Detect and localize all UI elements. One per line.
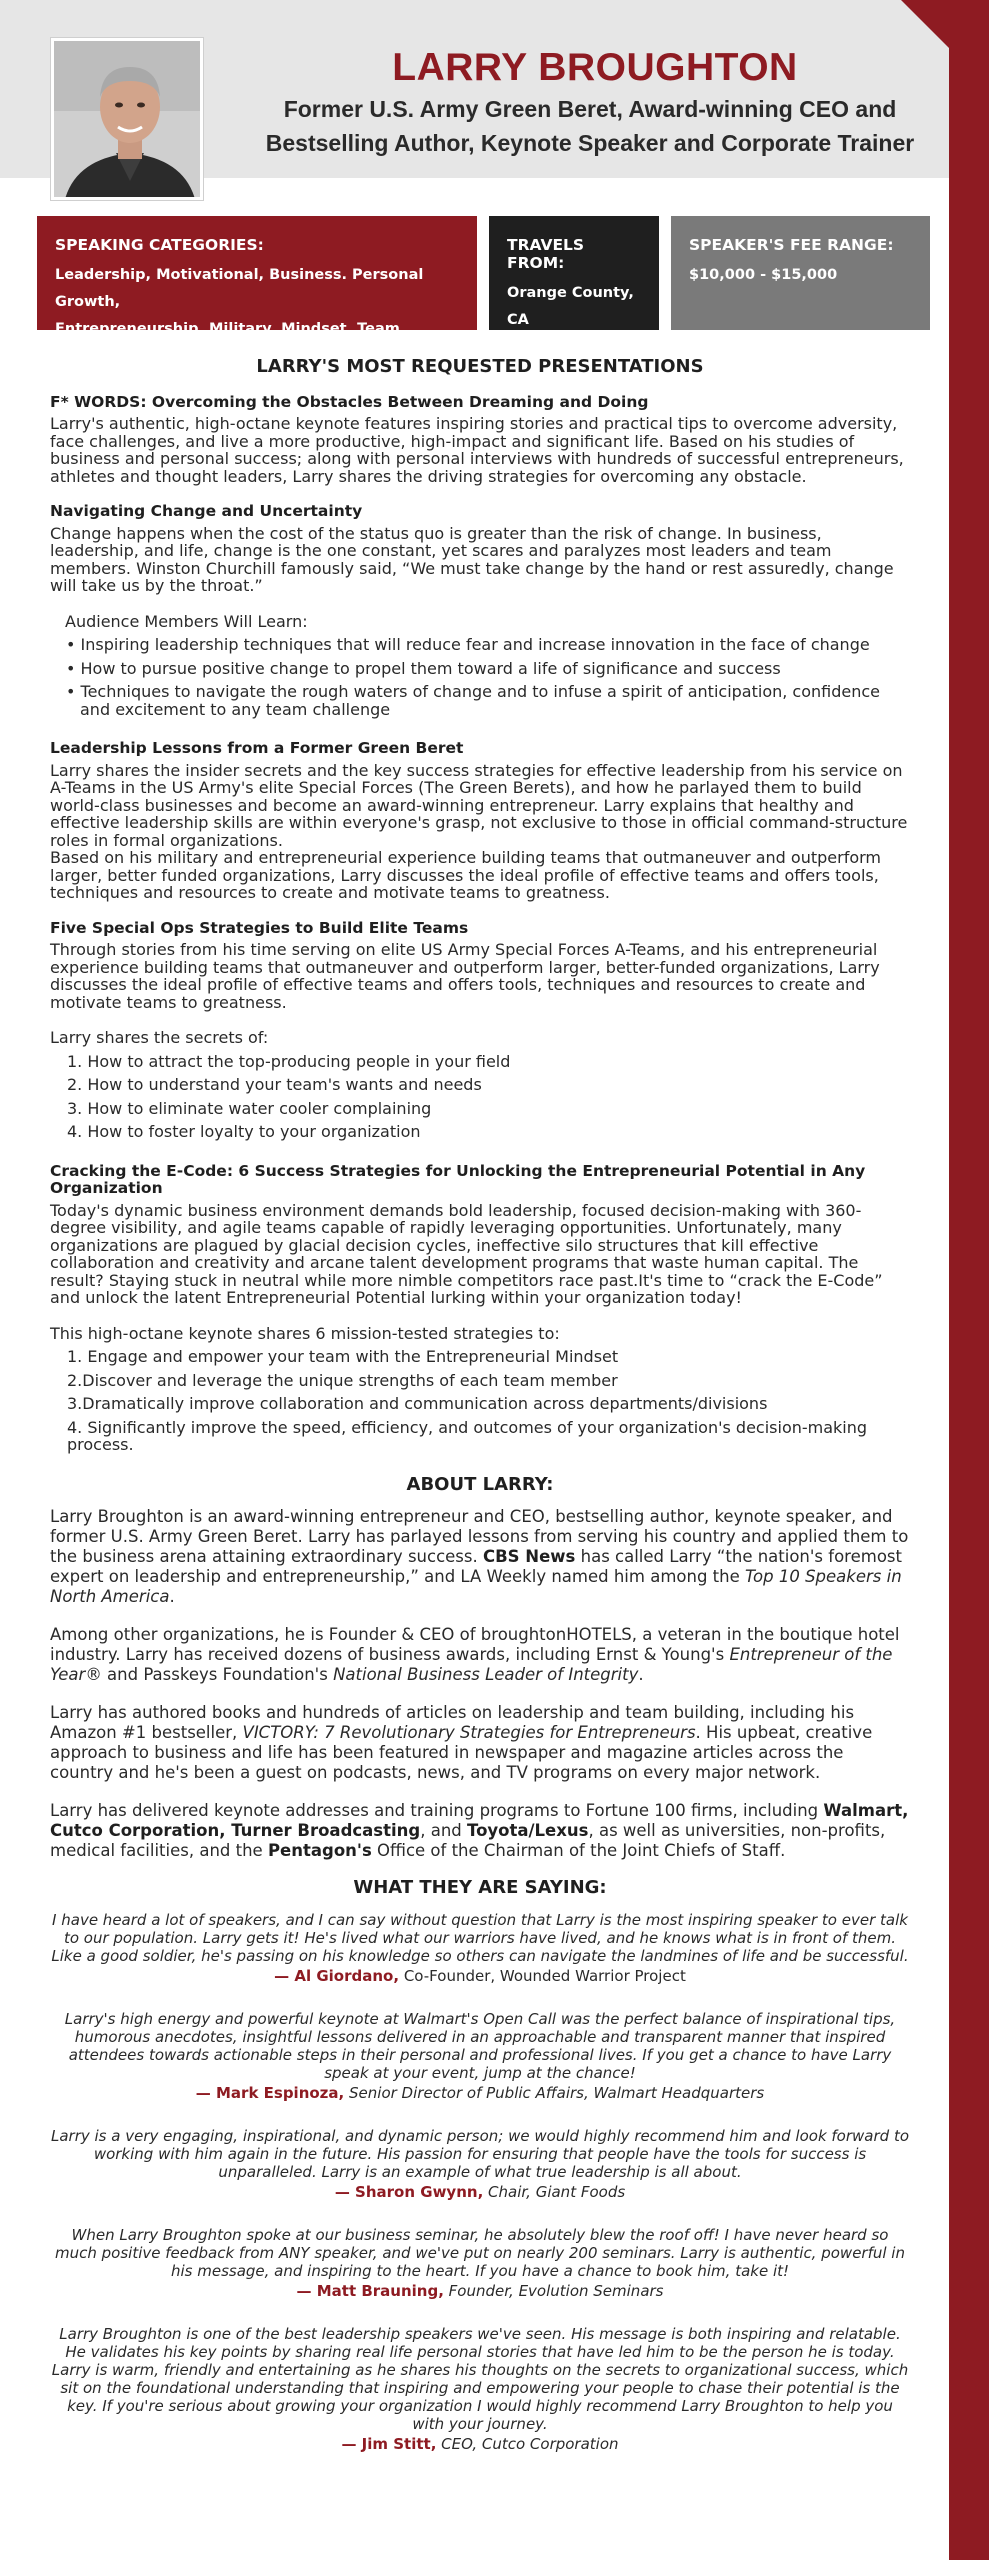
testimonial-attribution — [50, 2183, 910, 2202]
about-text: Larry has delivered keynote addresses and training programs to Fortune 100 firms, including — [50, 1801, 824, 1820]
presentations-heading: LARRY'S MOST REQUESTED PRESENTATIONS — [256, 356, 704, 377]
testimonial-quote: Larry Broughton is one of the best leadership speakers we've seen. His message is both inspiring and relatable. He validates his key points by sharing real life personal stories that have led him to be the person he is today. Larry is warm, friendly and entertaining as he shares his thoughts on the secrets to organizational success, which sit on the foundational understanding that inspiring and empowering your people to chase their potential is the key. If you're serious about growing your organization I would highly recommend Larry Broughton to help you with your journey. — [51, 2324, 909, 2433]
testimonial-name: — Al Giordano, — [274, 1966, 400, 1985]
testimonial-attribution — [50, 2435, 910, 2454]
testimonial — [50, 2127, 910, 2202]
speaking-categories-box — [37, 216, 477, 364]
about-text: Office of the Chairman of the Joint Chiefs of Staff. — [371, 1841, 786, 1860]
testimonial — [50, 2010, 910, 2103]
testimonial — [50, 2226, 910, 2301]
testimonial-quote: When Larry Broughton spoke at our business seminar, he absolutely blew the roof off! I have never heard so much positive feedback from ANY speaker, and we've put on nearly 200 seminars. Larry is authentic, powerful in his message, and inspiring to the heart. If you have a chance to book him, take it! — [55, 2225, 905, 2280]
travels-label: TRAVELS FROM: — [507, 236, 585, 272]
about-paragraph-1 — [50, 1507, 910, 1607]
about-text: Larry Broughton is an award-winning entrepreneur and CEO, bestselling author, keynote speaker, and former U.S. Army Green Beret. Larry has parlayed lessons from serving his country and applied them to the business arena attaining extraordinary success. — [50, 1507, 909, 1566]
secrets-heading: Larry shares the secrets of: — [50, 1028, 269, 1047]
tagline-line-2: Bestselling Author, Keynote Speaker and Corporate Trainer — [265, 130, 915, 156]
strategies-heading: This high-octane keynote shares 6 mission-tested strategies to: — [50, 1323, 560, 1343]
about-text: Among other organizations, he is Founder & CEO of broughtonHOTELS, a veteran in the boutique hotel industry. Larry has received dozens of business awards, including Ernst & Young's — [50, 1625, 900, 1664]
about-heading: ABOUT LARRY: — [406, 1473, 554, 1495]
testimonial-role: Founder, Evolution Seminars — [443, 2281, 664, 2300]
fee-label: SPEAKER'S FEE RANGE: — [689, 236, 894, 254]
about-paragraph-4 — [50, 1801, 910, 1861]
testimonial-quote: Larry is a very engaging, inspirational, and dynamic person; we would highly recommend him and look forward to working with him again in the future. His passion for ensuring that people have the tools for success is unparalleled. Larry is an example of what true leadership is all about. — [50, 2126, 910, 2181]
testimonial-role: Senior Director of Public Affairs, Walmart Headquarters — [344, 2083, 765, 2102]
list-item: • Inspiring leadership techniques that will reduce fear and increase innovation in the face of change — [66, 635, 870, 654]
categories-line-1: Leadership, Motivational, Business. Personal Growth, — [55, 267, 424, 310]
about-section — [50, 1507, 910, 1861]
presentation-title-f-words: F* WORDS: Overcoming the Obstacles Between Dreaming and Doing — [50, 392, 649, 411]
secrets-list — [67, 1053, 910, 1141]
about-bold: CBS News — [482, 1547, 576, 1566]
about-text: . — [638, 1665, 644, 1684]
list-item: 2. How to understand your team's wants and needs — [67, 1075, 482, 1094]
presentation-body-f-words: Larry's authentic, high-octane keynote features inspiring stories and practical tips to overcome adversity, face challenges, and live a more productive, high-impact and significant life. Based on his studies of business and personal success; along with personal interviews with hundreds of successful entrepreneurs, athletes and thought leaders, Larry shares the driving strategies for overcoming any obstacle. — [50, 414, 904, 486]
corner-accent — [901, 0, 949, 48]
testimonial-attribution — [50, 1967, 910, 1986]
about-italic: VICTORY: 7 Revolutionary Strategies for Entrepreneurs — [242, 1723, 696, 1742]
testimonial — [50, 2325, 910, 2454]
list-item: 4. Significantly improve the speed, efficiency, and outcomes of your organization's decision-making process. — [67, 1417, 868, 1454]
travels-from-box — [489, 216, 659, 330]
presentation-title-special-ops: Five Special Ops Strategies to Build Elite Teams — [50, 918, 469, 937]
presentation-title-leadership: Leadership Lessons from a Former Green Beret — [50, 739, 464, 757]
right-accent-stripe — [949, 0, 989, 2560]
about-text: . His upbeat, creative approach to business and life has been featured in newspaper and magazine articles across the country and he's been a guest on podcasts, news, and TV programs on every major network. — [50, 1723, 873, 1782]
categories-label: SPEAKING CATEGORIES: — [55, 236, 264, 254]
about-text: has called Larry “the nation's foremost expert on leadership and entrepreneurship,” and LA Weekly named him among the — [50, 1547, 902, 1586]
testimonials-heading: WHAT THEY ARE SAYING: — [353, 1877, 607, 1898]
presentation-body-special-ops: Through stories from his time serving on elite US Army Special Forces A-Teams, and his entrepreneurial experience building teams that outmaneuver and outperform larger, better-funded organizations, Larry discusses the ideal profile of effective teams and offers tools, techniques and resources to create and motivate teams to greatness. — [50, 940, 880, 1012]
strategies-list — [67, 1348, 910, 1454]
testimonial-name: — Mark Espinoza, — [195, 2083, 345, 2102]
tagline-line-1: Former U.S. Army Green Beret, Award-winning CEO and — [283, 96, 897, 122]
presentation-title-change: Navigating Change and Uncertainty — [50, 502, 363, 520]
about-paragraph-2 — [50, 1625, 910, 1685]
list-item: • How to pursue positive change to propel them toward a life of significance and success — [66, 658, 781, 678]
testimonial-quote: Larry's high energy and powerful keynote at Walmart's Open Call was the perfect balance of inspirational tips, humorous anecdotes, insightful lessons delivered in an approachable and transparent manner that inspired attendees towards actionable steps in their personal and professional lives. If you get a chance to have Larry speak at your event, jump at the chance! — [64, 2009, 896, 2082]
speaker-name: LARRY BROUGHTON — [392, 46, 798, 89]
list-item: 2.Discover and leverage the unique strengths of each team member — [67, 1370, 618, 1390]
testimonial-name: — Sharon Gwynn, — [334, 2182, 484, 2201]
about-text: Larry has authored books and hundreds of articles on leadership and team building, including his Amazon #1 bestseller, — [50, 1703, 855, 1742]
about-text: . — [169, 1587, 175, 1606]
list-item: 3. How to eliminate water cooler complaining — [67, 1098, 432, 1118]
about-text: , as well as universities, non-profits, medical facilities, and the — [50, 1821, 886, 1860]
list-item: 4. How to foster loyalty to your organization — [67, 1122, 421, 1141]
learn-heading: Audience Members Will Learn: — [65, 611, 308, 631]
testimonial — [50, 1911, 910, 1986]
testimonial-attribution — [50, 2084, 910, 2103]
presentation-body-e-code: Today's dynamic business environment demands bold leadership, focused decision-making with 360-degree visibility, and agile teams capable of rapidly leveraging opportunities. Unfortunately, many organizations are plagued by glacial decision cycles, ineffective silo structures that kill effective collaboration and creativity and arcane talent development programs that waste human capital. The result? Staying stuck in neutral while more nimble competitors race past.It's time to “crack the E-Code” and unlock the latent Entrepreneurial Potential lurking within your organization today! — [50, 1200, 883, 1307]
travels-value: Orange County, CA — [507, 285, 634, 328]
list-item: 3.Dramatically improve collaboration and communication across departments/divisions — [67, 1394, 768, 1413]
about-text: ® and Passkeys Foundation's — [85, 1665, 334, 1684]
speaker-portrait-icon — [54, 41, 203, 200]
speaker-tagline — [225, 92, 955, 160]
testimonial-role: CEO, Cutco Corporation — [436, 2434, 619, 2453]
categories-line-2: Entrepreneurship, Military, Mindset, Team Building — [55, 321, 400, 364]
fee-value: $10,000 - $15,000 — [689, 267, 838, 283]
presentation-body-leadership-1: Larry shares the insider secrets and the key success strategies for effective leadership from his service on A-Teams in the US Army's elite Special Forces (The Green Berets), and how he parlayed them to build world-class businesses and become an award-winning entrepreneur. Larry explains that healthy and effective leadership skills are within everyone's grasp, not exclusive to those in official command-structure roles in formal organizations. — [50, 760, 908, 850]
testimonial-role: Co-Founder, Wounded Warrior Project — [399, 1966, 686, 1985]
learn-list — [64, 636, 910, 718]
about-bold: Toyota/Lexus — [467, 1821, 589, 1840]
list-item: 1. Engage and empower your team with the Entrepreneurial Mindset — [67, 1347, 619, 1366]
presentation-title-e-code: Cracking the E-Code: 6 Success Strategies for Unlocking the Entrepreneurial Potential in Any Organization — [50, 1161, 866, 1197]
testimonials-section — [50, 1911, 910, 2454]
testimonial-name: — Matt Brauning, — [296, 2281, 444, 2300]
presentation-body-leadership-2: Based on his military and entrepreneurial experience building teams that outmaneuver and outperform larger, better funded organizations, Larry discusses the ideal profile of effective teams and offers tools, techniques and resources to create and motivate teams to greatness. — [50, 848, 881, 902]
about-paragraph-3 — [50, 1703, 910, 1783]
testimonial-quote: I have heard a lot of speakers, and I can say without question that Larry is the most inspiring speaker to ever talk to our population. Larry gets it! He's lived what our warriors have lived, and he knows what is in front of them. Like a good soldier, he's passing on his knowledge so others can navigate the landmines of life and be successful. — [51, 1910, 909, 1965]
testimonial-role: Chair, Giant Foods — [483, 2182, 626, 2201]
fee-range-box — [671, 216, 930, 330]
about-italic: Entrepreneur of the Year — [50, 1645, 893, 1684]
speaker-photo — [51, 38, 203, 200]
testimonial-name: — Jim Stitt, — [341, 2434, 437, 2453]
testimonial-attribution — [50, 2282, 910, 2301]
main-content — [50, 358, 910, 2478]
about-bold: Pentagon's — [267, 1841, 372, 1860]
about-italic: National Business Leader of Integrity — [333, 1665, 639, 1684]
about-text: , and — [420, 1821, 467, 1840]
list-item: 1. How to attract the top-producing people in your field — [67, 1051, 511, 1071]
list-item: • Techniques to navigate the rough waters of change and to infuse a spirit of anticipation, confidence and excitement to any team challenge — [66, 682, 880, 719]
presentation-body-change: Change happens when the cost of the status quo is greater than the risk of change. In business, leadership, and life, change is the one constant, yet scares and paralyzes most leaders and team members. Winston Churchill famously said, “We must take change by the hand or rest assuredly, change will take us by the throat.” — [50, 523, 894, 595]
about-bold: Walmart, Cutco Corporation, Turner Broadcasting — [50, 1801, 909, 1840]
about-italic: Top 10 Speakers in North America — [50, 1567, 902, 1606]
